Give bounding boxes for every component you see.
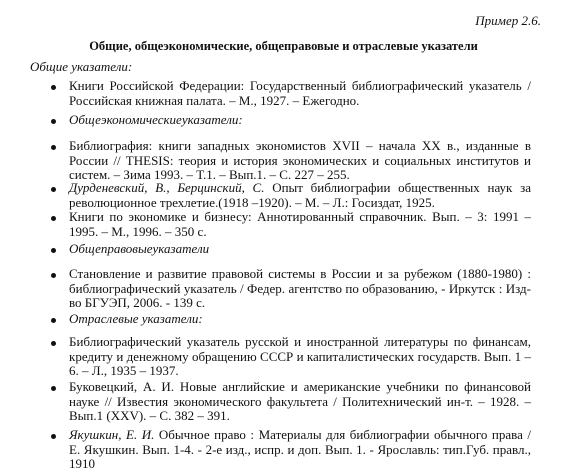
bullet-icon	[51, 119, 56, 124]
bullet-icon	[51, 145, 56, 150]
subheading-text: Отраслевые указатели:	[69, 311, 203, 326]
subheading-text: Общеэкономическиеуказатели:	[69, 112, 243, 127]
bullet-icon	[51, 216, 56, 221]
bullet-icon	[51, 85, 56, 90]
entry-body: Обычное право : Материалы для библиографии обычного права / Е. Якушкин. Вып. 1-4. - 2-е изд., испр. и доп. Вып. 1. - Ярославль: тип.Губ. правл., 1910	[69, 427, 531, 472]
bullet-icon	[51, 248, 56, 253]
entry-text: Книги Российской Федерации: Государственный библиографический указатель / Российская книжная палата. – М., 1927. – Ежегодно.	[69, 78, 531, 108]
bullet-icon	[51, 273, 56, 278]
entry-text: Библиографический указатель русской и иностранной литературы по финансам, кредиту и денежному обращению СССР и капиталистических государств. Вып. 1 – 6. – Л., 1935 – 1937.	[69, 334, 531, 379]
example-label: Пример 2.6.	[475, 13, 541, 28]
bullet-icon	[51, 434, 56, 439]
bullet-icon	[51, 318, 56, 323]
entry-body: Опыт библиографии общественных наук за революционное трехлетие.(1918 –1920). – М. – Л.: Госиздат, 1925.	[69, 180, 531, 210]
section-heading: Общие, общеэкономические, общеправовые и отраслевые указатели	[89, 39, 478, 53]
entry-text	[69, 181, 531, 210]
entry-text: Книги по экономике и бизнесу: Аннотированный справочник. Вып. – 3: 1991 – 1995. – М., 1996. – 350 с.	[69, 209, 531, 239]
entry-text: Буковецкий, А. И. Новые английские и американские учебники по финансовой науке // Известия экономического факультета / Политехнический ин-т. – 1928. – Вып.1 (XXV). – С. 382 – 391.	[69, 379, 531, 424]
subheading-text: Общеправовыеуказатели	[69, 241, 210, 256]
bullet-icon	[51, 341, 56, 346]
bullet-icon	[51, 386, 56, 391]
entry-text: Библиография: книги западных экономистов XVII – начала XX в., изданные в России // THESIS: теория и история экономических и социальных институтов и систем. – Зима 1993. – Т.1. – Вып.1. – С. 227 – 255.	[69, 138, 531, 183]
entry-text: Становление и развитие правовой системы в России и за рубежом (1880-1980) : библиографический указатель / Федер. агентство по образованию, - Иркутск : Изд-во БГУЭП, 2006. - 139 с.	[69, 266, 531, 311]
entry-author: Якушкин, Е. И.	[69, 427, 155, 442]
entry-text	[69, 428, 531, 472]
general-indexes-label: Общие указатели:	[30, 59, 133, 74]
bullet-icon	[51, 187, 56, 192]
entry-author: Дурденевский, В., Берцинский, С.	[69, 180, 265, 195]
